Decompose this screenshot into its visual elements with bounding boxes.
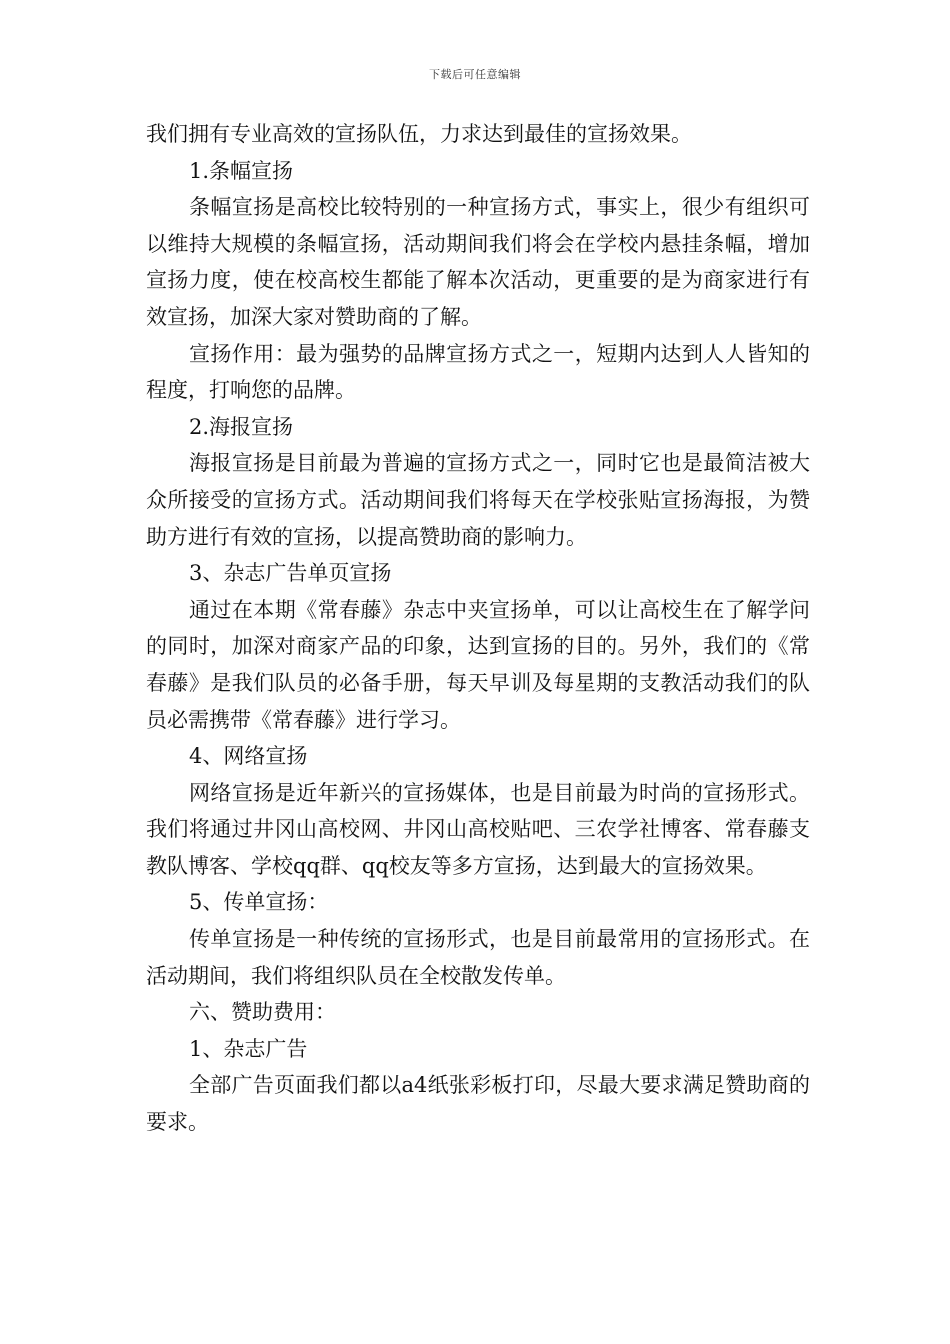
paragraph-banner-promotion: 条幅宣扬是高校比较特别的一种宣扬方式，事实上，很少有组织可以维持大规模的条幅宣扬，活动期间我们将会在学校内悬挂条幅，增加宣扬力度，使在校高校生都能了解本次活动，更重要的是为商家进行有效宣扬，加深大家对赞助商的了解。 [146,195,810,329]
paragraph-intro: 我们拥有专业高效的宣扬队伍，力求达到最佳的宣扬效果。 [146,122,692,146]
heading-flyer-promotion: 5、传单宣扬： [189,890,329,915]
page-header: 下载后可任意编辑 [429,68,521,81]
heading-magazine-ad: 1、杂志广告 [189,1036,308,1061]
paragraph-poster-promotion: 海报宣扬是目前最为普遍的宣扬方式之一，同时它也是最简洁被大众所接受的宣扬方式。活动期间我们将每天在学校张贴宣扬海报，为赞助方进行有效的宣扬，以提高赞助商的影响力。 [146,451,810,549]
document-body [146,116,810,1141]
paragraph-flyer-promotion: 传单宣扬是一种传统的宣扬形式，也是目前最常用的宣扬形式。在活动期间，我们将组织队员在全校散发传单。 [146,927,810,988]
paragraph-magazine-promotion: 通过在本期《常春藤》杂志中夹宣扬单，可以让高校生在了解学问的同时，加深对商家产品的印象，达到宣扬的目的。另外，我们的《常春藤》是我们队员的必备手册，每天早训及每星期的支教活动我们的队员必需携带《常春藤》进行学习。 [146,597,810,732]
heading-sponsorship-fees: 六、赞助费用： [189,1000,336,1025]
heading-magazine-promotion: 3、杂志广告单页宣扬 [189,561,392,586]
paragraph-magazine-ad: 全部广告页面我们都以a4纸张彩板打印，尽最大要求满足赞助商的要求。 [146,1073,810,1135]
heading-poster-promotion: 2.海报宣扬 [189,414,294,439]
heading-online-promotion: 4、网络宣扬 [189,744,308,769]
paragraph-promotion-effect: 宣扬作用：最为强势的品牌宣扬方式之一，短期内达到人人皆知的程度，打响您的品牌。 [146,341,810,403]
paragraph-online-promotion: 网络宣扬是近年新兴的宣扬媒体，也是目前最为时尚的宣扬形式。我们将通过井冈山高校网、井冈山高校贴吧、三农学社博客、常春藤支教队博客、学校qq群、qq校友等多方宣扬，达到最大的宣扬效果。 [146,780,810,878]
heading-banner-promotion: 1.条幅宣扬 [189,158,294,183]
